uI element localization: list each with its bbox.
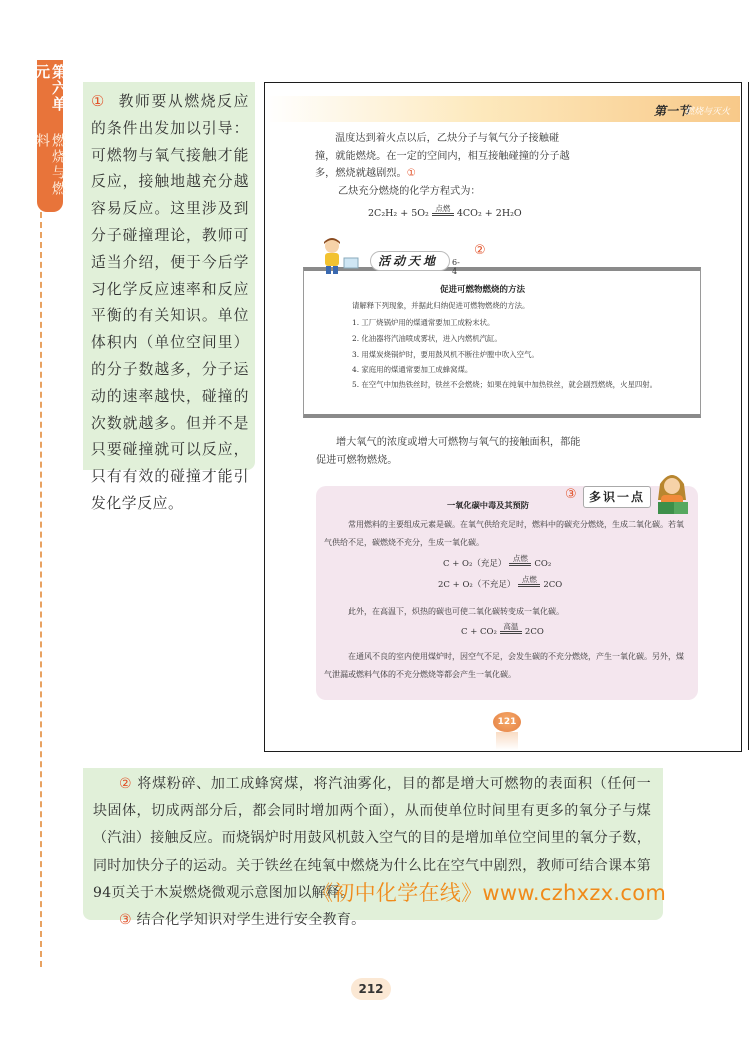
- knowledge-paragraph: 常用燃料的主要组成元素是碳。在氧气供给充足时，燃料中的碳充分燃烧，生成二氧化碳。若氧气供给不足，碳燃烧不充分，生成一氧化碳。: [324, 520, 684, 547]
- activity-intro: 请解释下列现象，并据此归纳促进可燃物燃烧的方法。: [352, 301, 530, 310]
- paragraph-collision-text: 温度达到着火点以后，乙炔分子与氧气分子接触碰撞，就能燃烧。在一定的空间内，相互接触碰撞的分子越多，燃烧就越剧烈。: [315, 133, 570, 179]
- activity-number: 6-4: [452, 258, 460, 276]
- equation-full-combustion: [443, 554, 551, 569]
- watermark: 《初中化学在线》www.czhxzx.com: [312, 881, 667, 905]
- unit-topic: 燃烧与燃料: [34, 133, 66, 198]
- margin-dashed-line: [40, 212, 42, 967]
- note-text-2: 将煤粉碎、加工成蜂窝煤，将汽油雾化，目的都是增大可燃物的表面积（任何一块固体，切成两部分后，都会同时增加两个面），从而使单位时间里有更多的氧分子与煤（汽油）接触反应。而烧锅炉时用鼓风机鼓入空气的目的是增加单位空间里的氧分子数，同时加快分子的运动。关于铁丝在纯氧中燃烧为什么比在空气中剧烈，教师可结合课本第94页关于木炭燃烧微观示意图加以解释。: [93, 776, 651, 901]
- note-text-1: 教师要从燃烧反应的条件出发加以引导：可燃物与氧气接触才能反应，接触地越充分越容易反应。这里涉及到分子碰撞理论，教师可适当介绍，便于今后学习化学反应速率和反应平衡的有关知识。单位体积内（单位空间里）的分子数越多，分子运动的速率越快，碰撞的次数就越多。但并不是只要碰撞就可以反应，只有有效的碰撞才能引发化学反应。: [91, 93, 249, 512]
- eq-b-products: 2CO: [543, 580, 563, 590]
- eq1-products: 4CO₂ + 2H₂O: [456, 208, 522, 219]
- knowledge-heading: 一氧化碳中毒及其预防: [447, 500, 529, 510]
- marker-1: ①: [406, 168, 416, 179]
- activity-heading: 促进可燃物燃烧的方法: [440, 285, 526, 295]
- activity-item: 2. 化油器将汽油喷成雾状，进入内燃机汽缸。: [352, 334, 502, 343]
- eq1-condition: 点燃: [435, 204, 451, 213]
- note-marker-2: ②: [119, 776, 133, 792]
- knowledge-paragraph: 此外，在高温下，炽热的碳也可使二氧化碳转变成一氧化碳。: [348, 607, 564, 616]
- paragraph-oxygen-text: 增大氧气的浓度或增大可燃物与氧气的接触面积，都能促进可燃物燃烧。: [316, 437, 581, 466]
- activity-item: 3. 用煤炭烧锅炉时，要用鼓风机不断往炉膛中吹入空气。: [352, 350, 539, 359]
- eq-a-reactants: C + O₂（充足）: [443, 559, 507, 569]
- page-number-strip: [496, 732, 518, 750]
- paragraph-collision: [315, 130, 575, 183]
- activity-title: 活动天地: [378, 254, 439, 268]
- girl-reading-illustration: [652, 470, 694, 518]
- knowledge-label: 多识一点: [583, 486, 651, 508]
- eq-c-products: 2CO: [524, 627, 544, 637]
- eq1-reactants: 2C₂H₂ + 5O₂: [368, 208, 429, 219]
- activity-item: 5. 在空气中加热铁丝时，铁丝不会燃烧；如果在纯氧中加热铁丝，就会剧烈燃烧，火星四射。: [352, 380, 658, 389]
- paragraph-oxygen: [316, 434, 586, 469]
- activity-tab: [370, 247, 460, 276]
- equation-partial-combustion: [438, 575, 562, 590]
- eq-b-reactants: 2C + O₂（不充足）: [438, 580, 516, 590]
- eq-c-condition: 高温: [503, 622, 519, 631]
- knowledge-paragraph: 在通风不良的室内使用煤炉时，因空气不足，会发生碳的不充分燃烧，产生一氧化碳。另外，煤气泄漏或燃料气体的不充分燃烧等都会产生一氧化碳。: [324, 652, 684, 679]
- eq-a-products: CO₂: [534, 559, 552, 569]
- eq-a-condition: 点燃: [512, 554, 528, 563]
- marker-3: ③: [565, 487, 577, 502]
- page-edge-line: [748, 82, 749, 750]
- activity-item: 1. 工厂烧锅炉用的煤通常要加工成粉末状。: [352, 318, 495, 327]
- boy-illustration: [314, 236, 362, 274]
- note-text-3: 结合化学知识对学生进行安全教育。: [136, 912, 366, 929]
- eq-c-reactants: C + CO₂: [461, 627, 497, 637]
- teacher-note-1: [83, 82, 255, 512]
- book-page-number: 121: [493, 712, 521, 732]
- note-marker-3: ③: [119, 912, 132, 929]
- note-marker-1: ①: [91, 93, 106, 110]
- equation-acetylene: [368, 204, 522, 219]
- activity-item: 4. 家庭用的煤通常要加工成蜂窝煤。: [352, 365, 473, 374]
- section-subtitle: 燃烧与灭火: [684, 107, 730, 117]
- unit-number: 第六单元: [33, 64, 68, 112]
- equation-intro: 乙炔充分燃烧的化学方程式为：: [338, 186, 481, 197]
- equation-co2-reduction: [461, 622, 544, 637]
- eq-b-condition: 点燃: [521, 575, 537, 584]
- unit-tab: [33, 60, 68, 212]
- page-number: 212: [351, 978, 391, 1000]
- section-title: 第一节: [653, 104, 690, 118]
- marker-2: ②: [474, 243, 486, 258]
